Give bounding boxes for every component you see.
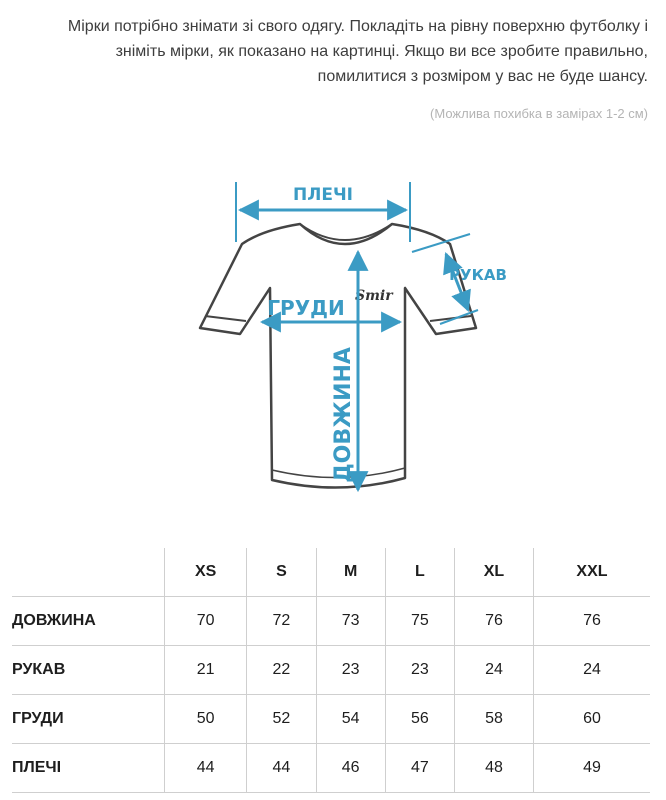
table-cell: 21 (165, 646, 247, 695)
header-size-xl: XL (454, 548, 533, 597)
table-cell: 44 (247, 744, 316, 793)
header-size-xs: XS (165, 548, 247, 597)
row-label: ДОВЖИНА (12, 597, 165, 646)
table-cell: 75 (385, 597, 454, 646)
table-row (12, 646, 650, 695)
tshirt-measurement-diagram (0, 160, 666, 520)
table-cell: 76 (533, 597, 650, 646)
header-size-s: S (247, 548, 316, 597)
table-cell: 58 (454, 695, 533, 744)
table-cell: 56 (385, 695, 454, 744)
table-cell: 22 (247, 646, 316, 695)
table-cell: 24 (533, 646, 650, 695)
chest-label: ГРУДИ (267, 296, 345, 320)
table-cell: 44 (165, 744, 247, 793)
table-cell: 23 (316, 646, 385, 695)
table-cell: 23 (385, 646, 454, 695)
row-label: РУКАВ (12, 646, 165, 695)
table-cell: 54 (316, 695, 385, 744)
row-label: ПЛЕЧІ (12, 744, 165, 793)
measurement-note: (Можлива похибка в замірах 1-2 см) (430, 106, 648, 121)
table-row (12, 695, 650, 744)
length-label: ДОВЖИНА (331, 347, 356, 483)
table-cell: 60 (533, 695, 650, 744)
table-cell: 47 (385, 744, 454, 793)
brand-logo: Smir (355, 288, 393, 304)
table-cell: 48 (454, 744, 533, 793)
table-cell: 50 (165, 695, 247, 744)
shoulders-label: ПЛЕЧІ (292, 185, 354, 205)
intro-text: Мірки потрібно знімати зі свого одягу. Покладіть на рівну поверхню футболку і зніміть мірки, як показано на картинці. Якщо ви все зробите правильно, помилитися з розміром у вас не буде шансу. (67, 18, 648, 85)
size-chart-table (12, 548, 650, 793)
header-size-xxl: XXL (533, 548, 650, 597)
table-cell: 24 (454, 646, 533, 695)
sleeve-label: РУКАВ (449, 266, 507, 284)
header-cell-empty (12, 548, 165, 597)
table-cell: 72 (247, 597, 316, 646)
row-label: ГРУДИ (12, 695, 165, 744)
table-row (12, 744, 650, 793)
table-header-row (12, 548, 650, 597)
table-row (12, 597, 650, 646)
header-size-l: L (385, 548, 454, 597)
header-size-m: M (316, 548, 385, 597)
table-cell: 52 (247, 695, 316, 744)
table-cell: 70 (165, 597, 247, 646)
table-cell: 46 (316, 744, 385, 793)
table-cell: 73 (316, 597, 385, 646)
table-cell: 76 (454, 597, 533, 646)
table-cell: 49 (533, 744, 650, 793)
